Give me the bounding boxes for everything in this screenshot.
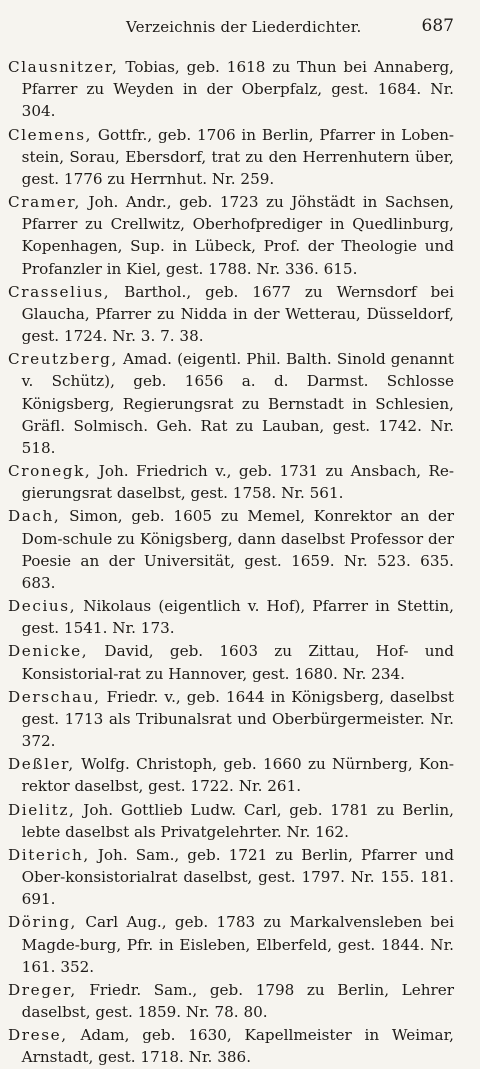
- author-index: [8, 56, 454, 1069]
- entry-author-name: Clemens,: [8, 125, 93, 144]
- entry-author-name: Deßler,: [8, 755, 75, 774]
- entry-author-name: Dielitz,: [8, 800, 76, 819]
- entry-text: Carl Aug., geb. 1783 zu Markalvensleben bei Magde-burg, Pfr. in Eisleben, Elberfeld, gest. 1844. Nr. 161. 352.: [21, 913, 455, 976]
- entry-text: Joh. Friedrich v., geb. 1731 zu Ansbach, Re-gierungsrat daselbst, gest. 1758. Nr. 561.: [21, 462, 455, 503]
- entry-text: Simon, geb. 1605 zu Memel, Konrektor an der Dom-schule zu Königsberg, dann daselbst Professor der Poesie an der Universität, gest. 1659. Nr. 523. 635. 683.: [21, 507, 454, 593]
- running-title: Verzeichnis der Liederdichter.: [126, 18, 362, 36]
- entry-text: David, geb. 1603 zu Zittau, Hof- und Konsistorial-rat zu Hannover, gest. 1680. Nr. 234.: [21, 642, 455, 683]
- index-entry: [8, 348, 454, 459]
- entry-author-name: Dreger,: [8, 980, 77, 999]
- entry-author-name: Cramer,: [8, 193, 81, 211]
- index-entry: [8, 124, 454, 191]
- entry-text: Joh. Gottlieb Ludw. Carl, geb. 1781 zu Berlin, lebte daselbst als Privatgelehrter. Nr. 162.: [21, 800, 454, 841]
- entry-text: Barthol., geb. 1677 zu Wernsdorf bei Glaucha, Pfarrer zu Nidda in der Wetterau, Düsseldorf, gest. 1724. Nr. 3. 7. 38.: [21, 282, 455, 346]
- entry-author-name: Derschau,: [8, 687, 101, 706]
- page-number: 687: [421, 16, 454, 36]
- entry-text: Wolfg. Christoph, geb. 1660 zu Nürnberg, Kon-rektor daselbst, gest. 1722. Nr. 261.: [21, 755, 454, 796]
- index-entry: [8, 191, 454, 280]
- index-entry: [8, 844, 454, 911]
- entry-author-name: Creutzberg,: [8, 350, 118, 369]
- entry-text: Adam, geb. 1630, Kapellmeister in Weimar, Arnstadt, gest. 1718. Nr. 386.: [21, 1026, 455, 1067]
- index-entry: [8, 979, 454, 1023]
- entry-author-name: Denicke,: [8, 642, 89, 661]
- entry-text: Nikolaus (eigentlich v. Hof), Pfarrer in Stettin, gest. 1541. Nr. 173.: [21, 597, 455, 638]
- index-entry: [8, 911, 454, 978]
- entry-text: Amad. (eigentl. Phil. Balth. Sinold genannt v. Schütz), geb. 1656 a. d. Darmst. Schlosse Königsberg, Regierungsrat zu Bernstadt in Schlesien, Gräfl. Solmisch. Geh. Rat zu Lauban, gest. 1742. Nr. 518.: [21, 350, 455, 458]
- entry-text: Joh. Andr., geb. 1723 zu Jöhstädt in Sachsen, Pfarrer zu Crellwitz, Oberhofprediger in Quedlinburg, Kopenhagen, Sup. in Lübeck, Prof. der Theologie und Profanzler in Kiel, gest. 1788. Nr. 336. 615.: [21, 193, 454, 278]
- index-entry: [8, 686, 454, 753]
- entry-text: Friedr. Sam., geb. 1798 zu Berlin, Lehrer daselbst, gest. 1859. Nr. 78. 80.: [21, 980, 454, 1021]
- index-entry: [8, 640, 454, 684]
- entry-author-name: Diterich,: [8, 845, 90, 864]
- index-entry: [8, 753, 454, 797]
- entry-author-name: Decius,: [8, 597, 77, 616]
- index-entry: [8, 1024, 454, 1068]
- index-entry: [8, 799, 454, 843]
- index-entry: [8, 595, 454, 639]
- index-entry: [8, 281, 454, 348]
- index-entry: [8, 505, 454, 594]
- entry-author-name: Dach,: [8, 507, 61, 526]
- entry-author-name: Clausnitzer,: [8, 58, 119, 76]
- entry-author-name: Döring,: [8, 913, 77, 932]
- page-header: [8, 10, 454, 46]
- entry-text: Friedr. v., geb. 1644 in Königsberg, daselbst gest. 1713 als Tribunalsrat und Oberbürgermeister. Nr. 372.: [21, 687, 454, 751]
- index-entry: [8, 460, 454, 504]
- entry-author-name: Drese,: [8, 1026, 68, 1045]
- entry-text: Tobias, geb. 1618 zu Thun bei Annaberg, Pfarrer zu Weyden in der Oberpfalz, gest. 1684. Nr. 304.: [21, 58, 454, 121]
- index-entry: [8, 56, 454, 123]
- entry-text: Joh. Sam., geb. 1721 zu Berlin, Pfarrer und Ober-konsistorialrat daselbst, gest. 1797. Nr. 155. 181. 691.: [21, 845, 454, 909]
- entry-text: Gottfr., geb. 1706 in Berlin, Pfarrer in Loben-stein, Sorau, Ebersdorf, trat zu den Herrenhutern über, gest. 1776 zu Herrnhut. Nr. 259.: [21, 125, 455, 188]
- entry-author-name: Cronegk,: [8, 462, 92, 481]
- entry-author-name: Crasselius,: [8, 282, 111, 301]
